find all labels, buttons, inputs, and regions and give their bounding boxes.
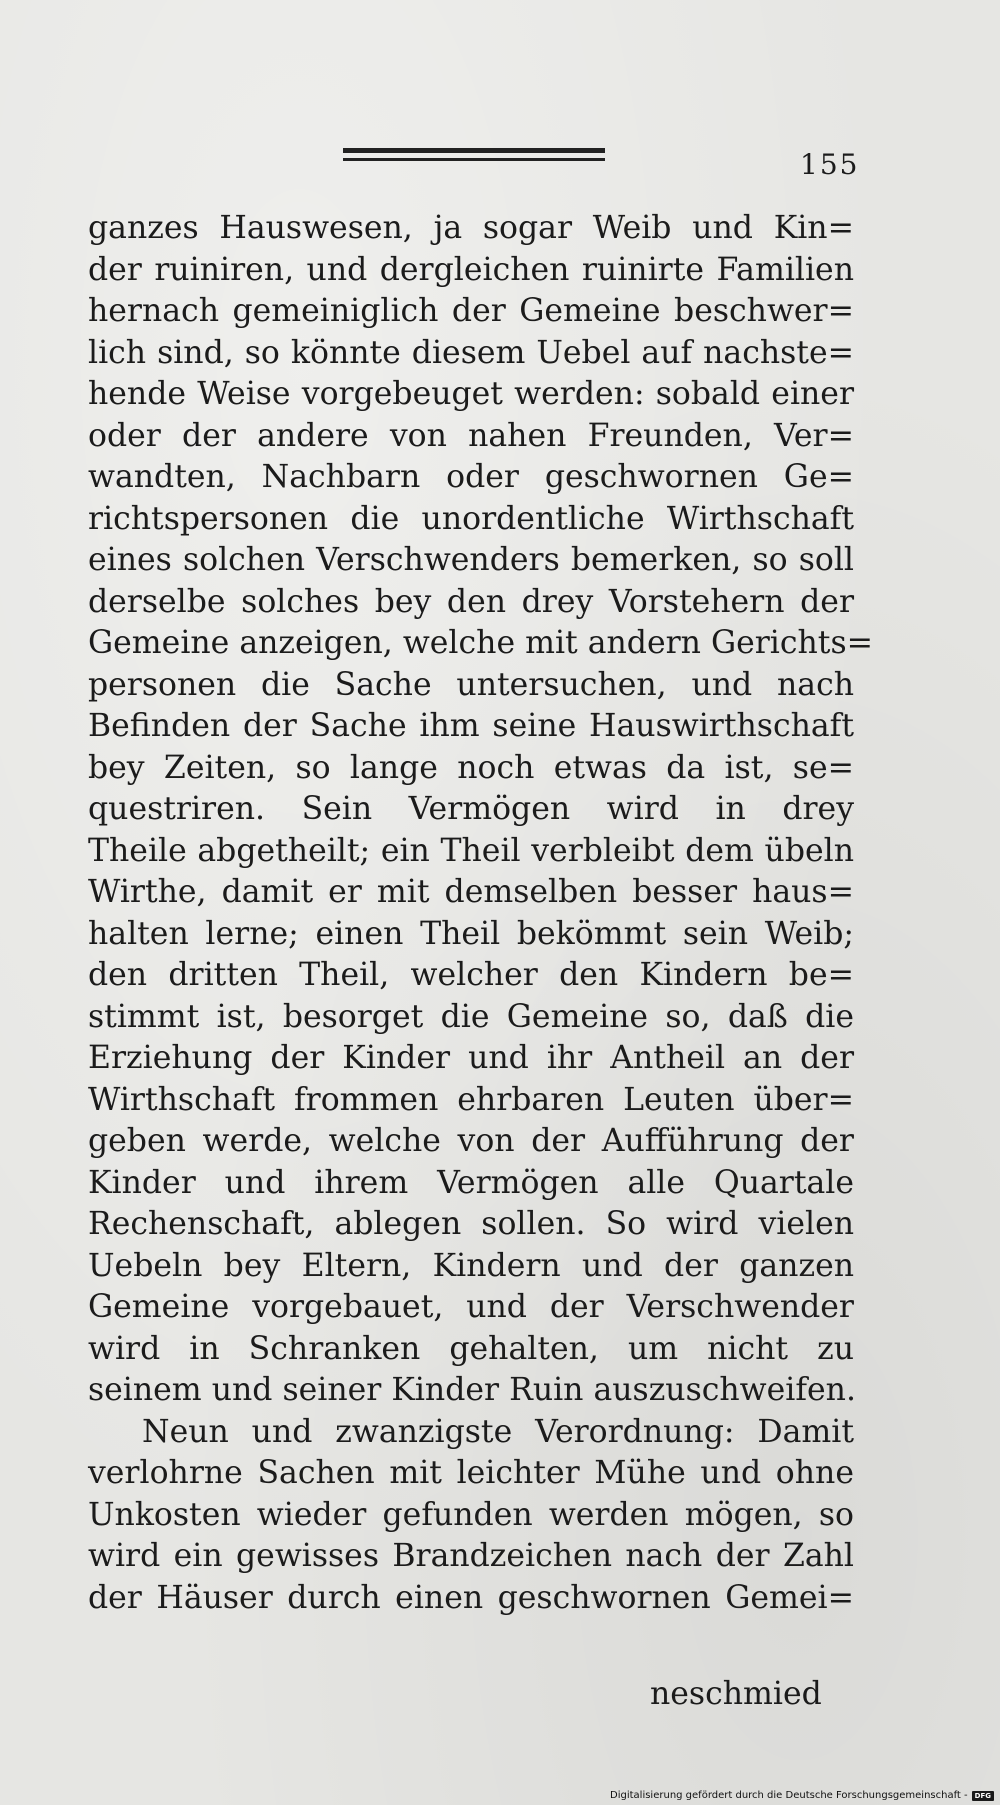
text-line: den dritten Theil, welcher den Kindern be= (88, 957, 854, 993)
text-line: hernach gemeiniglich der Gemeine beschwer= (88, 293, 854, 329)
text-line: Gemeine vorgebauet, und der Verschwender (88, 1289, 854, 1325)
header-rule-thin (343, 158, 605, 161)
text-line: lich sind, so könnte diesem Uebel auf nachste= (88, 334, 854, 371)
text-line: halten lerne; einen Theil bekömmt sein Weib; (88, 915, 854, 952)
text-line: oder der andere von nahen Freunden, Ver= (88, 417, 854, 454)
text-line: verlohrne Sachen mit leichter Mühe und ohne (88, 1455, 854, 1491)
text-line: ganzes Hauswesen, ja sogar Weib und Kin= (88, 210, 854, 246)
text-line: stimmt ist, besorget die Gemeine so, daß die (88, 998, 854, 1035)
text-line: bey Zeiten, so lange noch etwas da ist, se= (88, 749, 854, 786)
dfg-logo: DFG (972, 1791, 994, 1801)
text-line: geben werde, welche von der Aufführung der (88, 1123, 854, 1159)
text-line: Rechenschaft, ablegen sollen. So wird vielen (88, 1206, 854, 1242)
text-line: richtspersonen die unordentliche Wirthschaft (88, 500, 854, 537)
digitization-footer (610, 1790, 994, 1801)
text-line: Erziehung der Kinder und ihr Antheil an der (88, 1040, 854, 1076)
text-line: personen die Sache untersuchen, und nach (88, 666, 854, 703)
text-line: Uebeln bey Eltern, Kindern und der ganzen (88, 1247, 854, 1284)
header-rule-thick (343, 148, 605, 153)
text-line: Unkosten wieder gefunden werden mögen, so (88, 1496, 854, 1533)
text-line: der ruiniren, und dergleichen ruinirte Familien (88, 251, 854, 288)
text-line: Befinden der Sache ihm seine Hauswirthschaft (88, 708, 854, 744)
text-line: derselbe solches bey den drey Vorstehern der (88, 583, 854, 620)
text-line: Neun und zwanzigste Verordnung: Damit (142, 1413, 854, 1450)
text-line: Theile abgetheilt; ein Theil verbleibt dem übeln (88, 832, 854, 869)
text-line: Wirthe, damit er mit demselben besser haus= (88, 874, 854, 910)
text-line: der Häuser durch einen geschwornen Gemei= (88, 1579, 854, 1616)
text-line: Kinder und ihrem Vermögen alle Quartale (88, 1164, 854, 1201)
catchword: neschmied (650, 1676, 822, 1712)
text-line: Wirthschaft frommen ehrbaren Leuten über= (88, 1081, 854, 1118)
text-line: Gemeine anzeigen, welche mit andern Gerichts= (88, 625, 874, 661)
text-line: wird ein gewisses Brandzeichen nach der Zahl (88, 1538, 854, 1574)
text-line: wird in Schranken gehalten, um nicht zu (88, 1330, 854, 1367)
text-line: hende Weise vorgebeuget werden: sobald einer (88, 376, 854, 412)
text-line: eines solchen Verschwenders bemerken, so soll (88, 542, 854, 578)
page-number: 155 (800, 148, 860, 181)
body-text (88, 208, 874, 1619)
text-line: seinem und seiner Kinder Ruin auszuschweifen. (88, 1372, 856, 1408)
text-line: questriren. Sein Vermögen wird in drey (88, 791, 854, 827)
text-line: wandten, Nachbarn oder geschwornen Ge= (88, 459, 854, 495)
footer-text: Digitalisierung gefördert durch die Deutsche Forschungsgemeinschaft - (610, 1790, 968, 1801)
